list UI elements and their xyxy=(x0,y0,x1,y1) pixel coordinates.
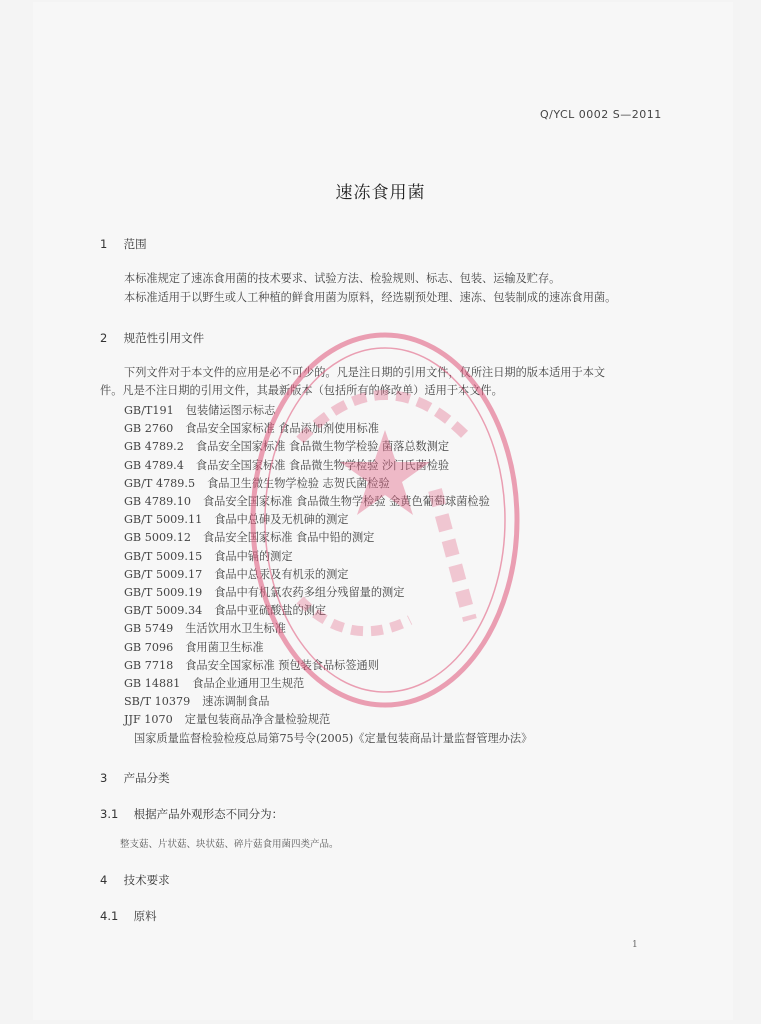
reference-code: GB/T 5009.11 xyxy=(124,513,203,527)
reference-title: 定量包装商品净含量检验规范 xyxy=(184,713,331,727)
reference-code: SB/T 10379 xyxy=(124,695,191,709)
reference-title: 食品安全国家标准 预包装食品标签通则 xyxy=(185,658,379,672)
reference-title: 食品安全国家标准 食品中铅的测定 xyxy=(202,531,375,545)
section-number: 4 xyxy=(100,873,108,887)
company-seal-stamp xyxy=(240,320,530,720)
reference-title: 包装储运图示标志 xyxy=(185,404,276,417)
reference-code: GB 4789.4 xyxy=(124,458,184,472)
reference-code: GB 4789.2 xyxy=(124,440,184,454)
reference-code: GB 2760 xyxy=(124,422,174,436)
reference-title: 食品安全国家标准 食品微生物学检验 金黄色葡萄球菌检验 xyxy=(202,495,490,508)
reference-code: GB 7096 xyxy=(124,640,174,654)
reference-title: 食品中总砷及无机砷的测定 xyxy=(214,513,349,527)
section-title: 原料 xyxy=(133,909,157,923)
reference-code: GB 5749 xyxy=(124,622,174,636)
section-title: 产品分类 xyxy=(123,771,170,785)
section-3-1-heading xyxy=(100,806,283,822)
page-number: 1 xyxy=(632,940,638,950)
product-classification-text: 整支菇、片状菇、块状菇、碎片菇食用菌四类产品。 xyxy=(120,839,339,850)
reference-code: GB 7718 xyxy=(124,658,174,672)
reference-title: 食品安全国家标准 食品微生物学检验 菌落总数测定 xyxy=(195,440,450,454)
reference-title: 食品卫生微生物学检验 志贺氏菌检验 xyxy=(207,476,390,490)
reference-title: 速冻调制食品 xyxy=(202,695,270,709)
document-title: 速冻食用菌 xyxy=(335,183,426,203)
section-title: 范围 xyxy=(123,237,147,251)
reference-title: 食品安全国家标准 食品微生物学检验 沙门氏菌检验 xyxy=(195,458,450,472)
reference-title: 食品中镉的测定 xyxy=(214,549,293,563)
reference-title: 食用菌卫生标准 xyxy=(185,640,264,654)
reference-code: GB 4789.10 xyxy=(124,495,191,508)
reference-code: GB/T 5009.15 xyxy=(124,549,203,563)
reference-code: GB 14881 xyxy=(124,677,181,690)
reference-title: 食品中总汞及有机汞的测定 xyxy=(214,567,349,581)
reference-title: 食品安全国家标准 食品添加剂使用标准 xyxy=(185,422,379,436)
section-2-heading xyxy=(100,330,204,346)
reference-code: GB 5009.12 xyxy=(124,531,191,545)
section-title: 规范性引用文件 xyxy=(123,331,205,345)
reference-title: 食品中有机氯农药多组分残留量的测定 xyxy=(214,586,405,599)
references-intro-line-1: 下列文件对于本文件的应用是必不可少的。凡是注日期的引用文件，仅所注日期的版本适用于本文 xyxy=(124,366,606,379)
references-intro-line-2: 件。凡是不注日期的引用文件，其最新版本（包括所有的修改单）适用于本文件。 xyxy=(100,384,503,397)
section-title: 技术要求 xyxy=(123,873,170,887)
scope-paragraph-2: 本标准适用于以野生或人工种植的鲜食用菌为原料，经选剔预处理、速冻、包装制成的速冻食用菌。 xyxy=(124,291,617,304)
section-number: 1 xyxy=(100,237,108,251)
document-code: Q/YCL 0002 S—2011 xyxy=(540,108,662,121)
reference-code: GB/T 5009.34 xyxy=(124,604,203,618)
section-number: 3 xyxy=(100,771,108,785)
section-3-heading xyxy=(100,770,170,786)
section-4-1-heading xyxy=(100,908,157,924)
section-number: 3.1 xyxy=(100,807,119,821)
section-1-heading xyxy=(100,236,147,252)
reference-title: 食品中亚硫酸盐的测定 xyxy=(214,604,327,618)
reference-title: 国家质量监督检验检疫总局第75号令(2005)《定量包装商品计量监督管理办法》 xyxy=(134,731,533,745)
reference-code: JJF 1070 xyxy=(124,713,173,727)
reference-code: GB/T 5009.19 xyxy=(124,586,203,599)
section-number: 2 xyxy=(100,331,108,345)
reference-code: GB/T 5009.17 xyxy=(124,567,203,581)
reference-item xyxy=(124,730,532,746)
section-4-heading xyxy=(100,872,170,888)
reference-title: 食品企业通用卫生规范 xyxy=(192,677,305,690)
reference-code: GB/T 4789.5 xyxy=(124,476,196,490)
reference-code: GB/T191 xyxy=(124,404,174,417)
scope-paragraph-1: 本标准规定了速冻食用菌的技术要求、试验方法、检验规则、标志、包装、运输及贮存。 xyxy=(124,272,561,285)
reference-title: 生活饮用水卫生标准 xyxy=(185,622,286,636)
section-title: 根据产品外观形态不同分为： xyxy=(133,807,284,821)
section-number: 4.1 xyxy=(100,909,119,923)
